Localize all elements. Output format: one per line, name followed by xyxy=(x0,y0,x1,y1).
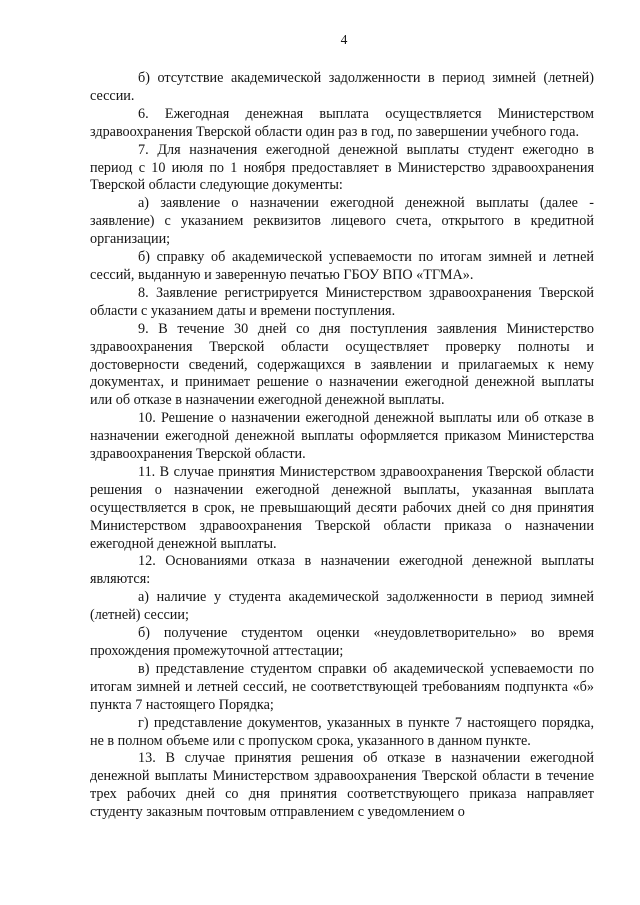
paragraph-7: 7. Для назначения ежегодной денежной выплаты студент ежегодно в период с 10 июля по 1 ноября предоставляет в Министерство здравоохранения Тверской области следующие документы: xyxy=(90,141,594,194)
paragraph-12-item-g: г) представление документов, указанных в пункте 7 настоящего порядка, не в полном объеме или с пропуском срока, указанного в данном пункте. xyxy=(90,714,594,749)
paragraph-8: 8. Заявление регистрируется Министерством здравоохранения Тверской области с указанием даты и времени поступления. xyxy=(90,284,594,319)
paragraph-7-item-a: а) заявление о назначении ежегодной денежной выплаты (далее - заявление) с указанием реквизитов лицевого счета, открытого в кредитной организации; xyxy=(90,195,594,248)
paragraph-item-b-academic-debt: б) отсутствие академической задолженности в период зимней (летней) сессии. xyxy=(90,70,594,104)
paragraph-10: 10. Решение о назначении ежегодной денежной выплаты или об отказе в назначении ежегодной денежной выплаты оформляется приказом Министерства здравоохранения Тверской области. xyxy=(90,410,594,463)
paragraph-13: 13. В случае принятия решения об отказе в назначении ежегодной денежной выплаты Министерством здравоохранения Тверской области в течение трех рабочих дней со дня принятия соответствующего приказа направляет студенту заказным почтовым отправлением с уведомлением о xyxy=(90,750,594,821)
paragraph-6: 6. Ежегодная денежная выплата осуществляется Министерством здравоохранения Тверской области один раз в год, по завершении учебного года. xyxy=(90,105,594,140)
paragraph-12-item-a: а) наличие у студента академической задолженности в период зимней (летней) сессии; xyxy=(90,589,594,624)
page-number: 4 xyxy=(340,32,348,47)
paragraph-12-item-v: в) представление студентом справки об академической успеваемости по итогам зимней и летней сессий, не соответствующей требованиям подпункта «б» пункта 7 настоящего Порядка; xyxy=(90,660,594,713)
paragraph-9: 9. В течение 30 дней со дня поступления заявления Министерство здравоохранения Тверской области осуществляет проверку полноты и достоверности сведений, содержащихся в заявлении и прилагаемых к нему документах, и принимает решение о назначении ежегодной денежной выплаты или об отказе в назначении ежегодной денежной выплаты. xyxy=(90,320,594,409)
paragraph-11: 11. В случае принятия Министерством здравоохранения Тверской области решения о назначении ежегодной денежной выплаты, указанная выплата осуществляется в срок, не превышающий десяти рабочих дней со дня принятия Министерством здравоохранения Тверской области приказа о назначении ежегодной денежной выплаты. xyxy=(90,463,594,552)
paragraph-12-item-b: б) получение студентом оценки «неудовлетворительно» во время прохождения промежуточной аттестации; xyxy=(90,625,594,659)
paragraph-7-item-b: б) справку об академической успеваемости по итогам зимней и летней сессий, выданную и заверенную печатью ГБОУ ВПО «ТГМА». xyxy=(90,249,594,283)
paragraph-12: 12. Основаниями отказа в назначении ежегодной денежной выплаты являются: xyxy=(90,553,594,588)
document-body xyxy=(90,70,594,822)
